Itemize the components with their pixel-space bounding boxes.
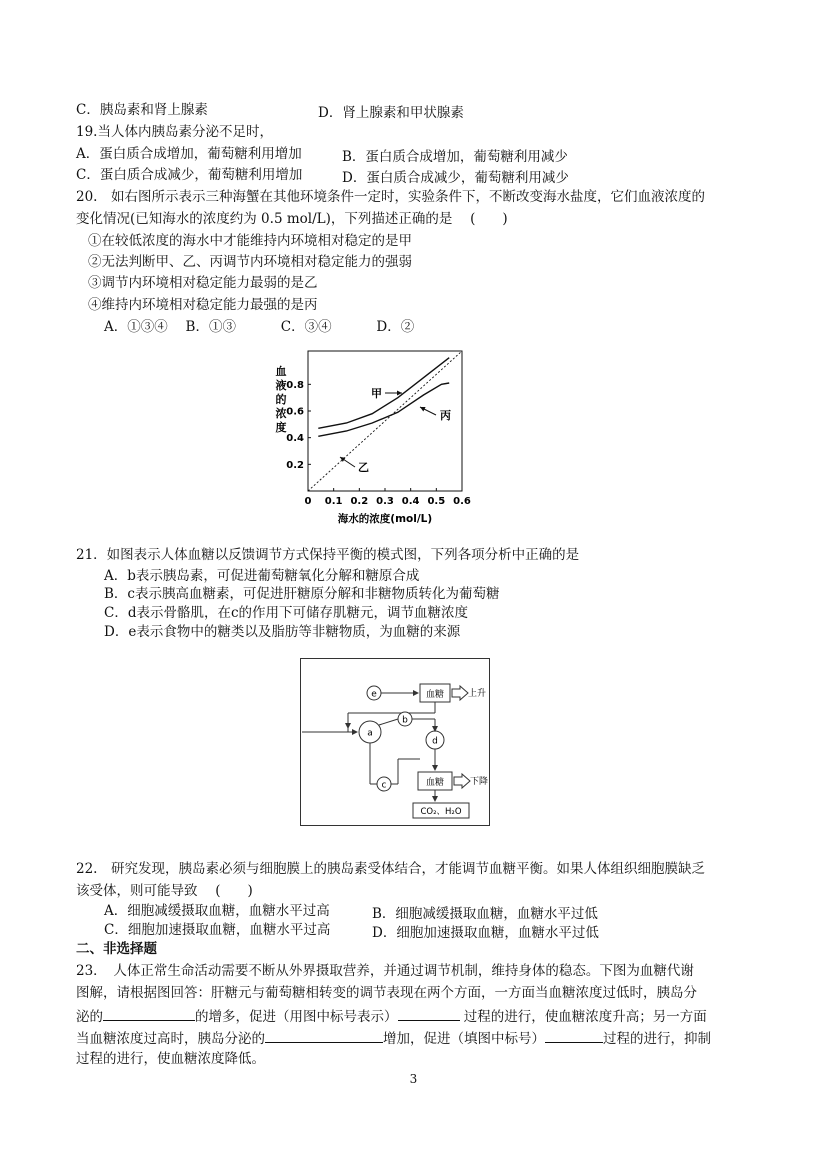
q21-option-c: C．d表示骨骼肌，在c的作用下可储存肌糖元，调节血糖浓度	[104, 605, 469, 621]
x-tick-label: 0.5	[427, 496, 446, 507]
seawater-crab-chart	[268, 345, 478, 530]
series-label-乙: 乙	[358, 461, 369, 474]
blood-glucose-feedback-diagram	[300, 658, 490, 826]
q22-option-d: D．细胞加速摄取血糖，血糖水平过低	[372, 925, 599, 941]
node-d-label: d	[432, 736, 438, 747]
q19-option-b: B．蛋白质合成增加，葡萄糖利用减少	[342, 149, 568, 165]
product-label: CO₂、H₂O	[420, 807, 462, 817]
rise-label: 上升	[468, 689, 487, 699]
y-tick-label: 0.8	[286, 379, 304, 391]
y-axis-label-char: 浓	[275, 407, 287, 420]
q20-statement-1: ①在较低浓度的海水中才能维持内环境相对稳定的是甲	[88, 233, 412, 249]
y-axis-label	[276, 364, 287, 434]
q22-option-c: C．细胞加速摄取血糖，血糖水平过高	[104, 922, 331, 938]
fall-label: 下降	[470, 777, 489, 787]
blood-sugar-label-bottom: 血糖	[425, 778, 445, 788]
section-heading: 二、非选择题	[76, 941, 157, 957]
x-tick-label: 0.1	[324, 496, 343, 507]
x-axis-label: 海水的浓度(mol/L)	[337, 513, 433, 525]
series-line-丙	[318, 383, 449, 436]
blood-sugar-label-top: 血糖	[425, 690, 445, 700]
answer-blank-3[interactable]	[265, 1028, 383, 1043]
q22-stem-line1: 22. 研究发现，胰岛素必须与细胞膜上的胰岛素受体结合，才能调节血糖平衡。如果人体组织细胞膜缺乏	[76, 861, 705, 877]
q22-option-a: A．细胞减缓摄取血糖，血糖水平过高	[104, 903, 330, 919]
q19-option-c: C．蛋白质合成减少，葡萄糖利用增加	[76, 167, 303, 183]
answer-blank-2[interactable]	[398, 1006, 460, 1021]
q23-line5: 过程的进行，使血糖浓度降低。	[76, 1051, 265, 1067]
q20-stem-line2: 变化情况(已知海水的浓度约为 0.5 mol/L)，下列描述正确的是 ( )	[76, 211, 508, 227]
x-tick-label: 0	[304, 496, 312, 507]
q22-option-b: B．细胞减缓摄取血糖，血糖水平过低	[372, 906, 598, 922]
q18-option-c: C．胰岛素和肾上腺素	[76, 102, 208, 118]
q23-line4-part3: 过程的进行，抑制	[603, 1031, 711, 1047]
q20-statement-2: ②无法判断甲、乙、丙调节内环境相对稳定能力的强弱	[88, 254, 412, 270]
y-axis-label-char: 度	[275, 421, 287, 434]
diagram-frame	[301, 659, 490, 826]
x-tick-label: 0.4	[401, 496, 420, 507]
q20-stem-line1: 20. 如右图所示表示三种海蟹在其他环境条件一定时，实验条件下，不断改变海水盐度，它们血液浓度的	[76, 189, 705, 205]
q23-line3-part3: 过程的进行，使血糖浓度升高；另一方面	[463, 1009, 707, 1025]
y-axis-label-char: 的	[275, 393, 287, 406]
q21-option-b: B．c表示胰高血糖素，可促进肝糖原分解和非糖物质转化为葡萄糖	[104, 586, 500, 602]
q23-line3	[76, 1006, 707, 1026]
fall-arrow-icon	[454, 774, 470, 788]
q23-line4	[76, 1028, 711, 1048]
y-tick-label: 0.2	[286, 459, 304, 471]
node-b-label: b	[402, 715, 408, 726]
q19-option-d: D．蛋白质合成减少，葡萄糖利用减少	[342, 170, 569, 186]
rise-arrow-icon	[452, 686, 468, 700]
q23-line1: 23． 人体正常生命活动需要不断从外界摄取营养，并通过调节机制，维持身体的稳态。下图为血糖代谢	[76, 963, 694, 979]
q22-stem-line2: 该受体，则可能导致 ( )	[76, 883, 253, 899]
node-a-label: a	[367, 728, 373, 739]
q23-line3-part1: 泌的	[76, 1009, 103, 1025]
q21-stem: 21．如图表示人体血糖以反馈调节方式保持平衡的模式图，下列各项分析中正确的是	[76, 547, 580, 563]
series-label-甲: 甲	[371, 387, 382, 400]
x-tick-label: 0.6	[453, 496, 471, 507]
series-label-丙: 丙	[440, 409, 451, 422]
q19-option-a: A．蛋白质合成增加，葡萄糖利用增加	[76, 146, 302, 162]
x-tick-label: 0.3	[376, 496, 394, 507]
q20-statement-4: ④维持内环境相对稳定能力最强的是丙	[88, 297, 318, 313]
node-c-label: c	[381, 780, 387, 791]
y-axis-label-char: 血	[275, 365, 287, 378]
q21-option-a: A．b表示胰岛素，可促进葡萄糖氧化分解和糖原合成	[104, 568, 420, 584]
q20-statement-3: ③调节内环境相对稳定能力最弱的是乙	[88, 275, 318, 291]
q23-line2: 图解，请根据图回答：肝糖元与葡萄糖相转变的调节表现在两个方面，一方面当血糖浓度过低时，胰岛分	[76, 985, 697, 1001]
y-tick-label: 0.4	[286, 433, 304, 445]
q21-option-d: D．e表示食物中的糖类以及脂肪等非糖物质，为血糖的来源	[104, 624, 461, 640]
q19-stem: 19.当人体内胰岛素分泌不足时，	[76, 124, 273, 140]
x-tick-label: 0.2	[350, 496, 369, 507]
answer-blank-1[interactable]	[103, 1006, 195, 1021]
page-number: 3	[409, 1072, 418, 1086]
node-e-label: e	[371, 689, 377, 700]
q18-option-d: D．肾上腺素和甲状腺素	[318, 105, 464, 121]
answer-blank-4[interactable]	[545, 1028, 603, 1043]
q23-line3-part2: 的增多，促进（用图中标号表示）	[195, 1009, 398, 1025]
q20-options: A．①③④ B．①③ C．③④ D．②	[104, 319, 415, 335]
q23-line4-part1: 当血糖浓度过高时，胰岛分泌的	[76, 1031, 265, 1047]
q23-line4-part2: 增加，促进（填图中标号）	[383, 1031, 545, 1047]
y-tick-label: 0.6	[286, 406, 304, 418]
series-line-乙	[308, 351, 462, 491]
y-axis-label-char: 液	[275, 379, 287, 392]
